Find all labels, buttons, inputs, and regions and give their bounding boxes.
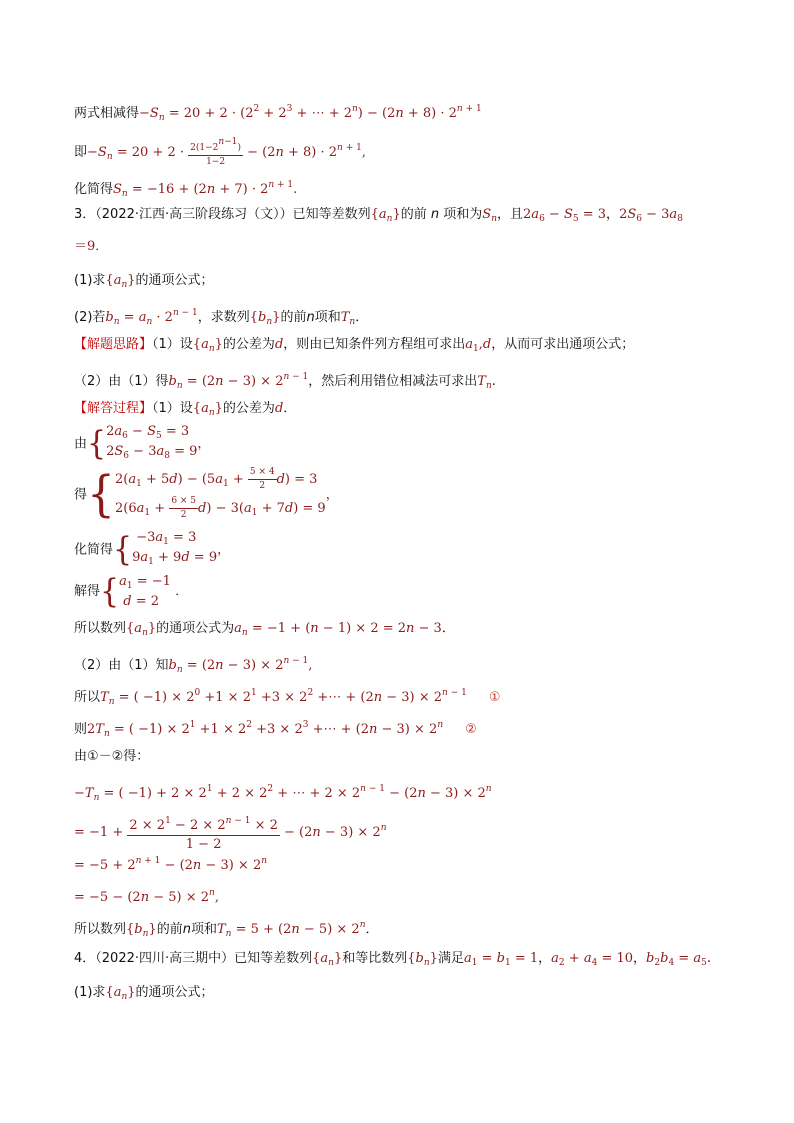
line-ji: 即$-S_n = 20 + 2$ · $\frac{2(1-2n-1)}{1-2}$ − $(2n + 8) \cdot 2^{n + 1}$, <box>74 137 366 167</box>
system-4: 解得{ $a_1 = -1$ d = 2 ． <box>74 571 189 611</box>
solution-hint: 【解题思路】（1）设$\{a_n\}$的公差为d，则由已知条件列方程组可求出$a_1,d$，从而可求出通项公式； <box>74 337 635 354</box>
question-3-stem: 3．（2022·江西·高三阶段练习（文））已知等差数列$\{a_n\}$的前 n 项和为$S_n$，且$2a_6 - S_5 = 3$，$2S_6 - 3a_8$ <box>74 207 683 224</box>
process-tag: 【解答过程】 <box>74 401 153 416</box>
part2-bn: （2）由（1）知$b_n = (2n - 3) \times 2^{n - 1}$, <box>74 656 313 675</box>
question-3-part-1: (1)求$\{a_n\}$的通项公式； <box>74 273 214 290</box>
system-3: 化简得{ $-3a_1 = 3$ $9a_1 + 9d = 9$ ， <box>74 530 231 569</box>
system-2: 得{ $2(a_1 + 5d) - (5a_1$ + $\frac{5 \times 4}{2}$ d) = 3 $2(6a_1$ + $\frac{6 \times 5}{2}$ $d) - 3(a_1 + 7d) = 9$ ， <box>74 466 339 523</box>
question-3-stem-cont: ＝9． <box>74 239 109 254</box>
step-2: = −1 + $\frac{2 \times 2^1 - 2 \times 2^{n - 1} \times 2}{1 - 2}$ − $(2n - 3) \times 2^n$ <box>74 808 387 854</box>
sum-Tn: 所以$T_n$ = ( $-1) \times 2^0 +1 \times 2^1 +3 \times 2^2$ +⋯ + $(2n - 3) \times 2^{n - 1}$ ① <box>74 688 501 707</box>
subtract-line: 由①－②得： <box>74 749 150 764</box>
step-4: = $-5 - (2n - 5) \times 2^n$, <box>74 888 219 905</box>
hint-tag: 【解题思路】 <box>74 337 153 352</box>
question-4-stem: 4．（2022·四川·高三期中）已知等差数列$\{a_n\}$和等比数列$\{b_n\}$满足$a_1 = b_1 = 1$，$a_2 + a_4 = 10$，$b_2b_4 = a_5$. <box>74 951 711 968</box>
system-1: 由{ $2a_6 - S_5 = 3$ $2S_6 - 3a_8 = 9$ ， <box>74 424 211 463</box>
final-result: 所以数列$\{b_n\}$的前n项和$T_n = 5 + (2n - 5) \times 2^n$． <box>74 920 379 939</box>
question-3-part-2: (2)若$b_n = a_n \cdot 2^{n - 1}$，求数列$\{b_n\}$的前n项和$T_n$． <box>74 308 369 327</box>
step-1: $-T_n$ = ( $-1) + 2 \times 2^1 + 2 \times 2^2$ + ⋯ + $2 \times 2^{n - 1} - (2n - 3) \times 2^n$ <box>74 784 492 803</box>
question-4-part-1: (1)求$\{a_n\}$的通项公式； <box>74 985 214 1002</box>
solution-hint-2: （2）由（1）得$b_n = (2n - 3) \times 2^{n - 1}$，然后利用错位相减法可求出$T_n$. <box>74 372 496 391</box>
solution-process: 【解答过程】（1）设$\{a_n\}$的公差为d． <box>74 401 297 418</box>
step-3: = $-5 + 2^{n + 1} - (2n - 3) \times 2^n$ <box>74 856 268 873</box>
general-term: 所以数列$\{a_n\}$的通项公式为$a_n = -1 + (n - 1) \times 2 = 2n - 3$． <box>74 621 455 638</box>
line-simplify: 化简得$S_n = -16 + (2n + 7) \cdot 2^{n + 1}$. <box>74 180 298 199</box>
line-subtract: 两式相减得$-S_n = 20 + 2 \cdot (2^2 + 2^3$ + ⋯ + $2^n) - (2n + 8) \cdot 2^{n + 1}$ <box>74 104 482 123</box>
sum-2Tn: 则$2T_n$ = ( $-1) \times 2^1 +1 \times 2^2 +3 \times 2^3$ +⋯ + $(2n - 3) \times 2^n$ ② <box>74 720 477 739</box>
